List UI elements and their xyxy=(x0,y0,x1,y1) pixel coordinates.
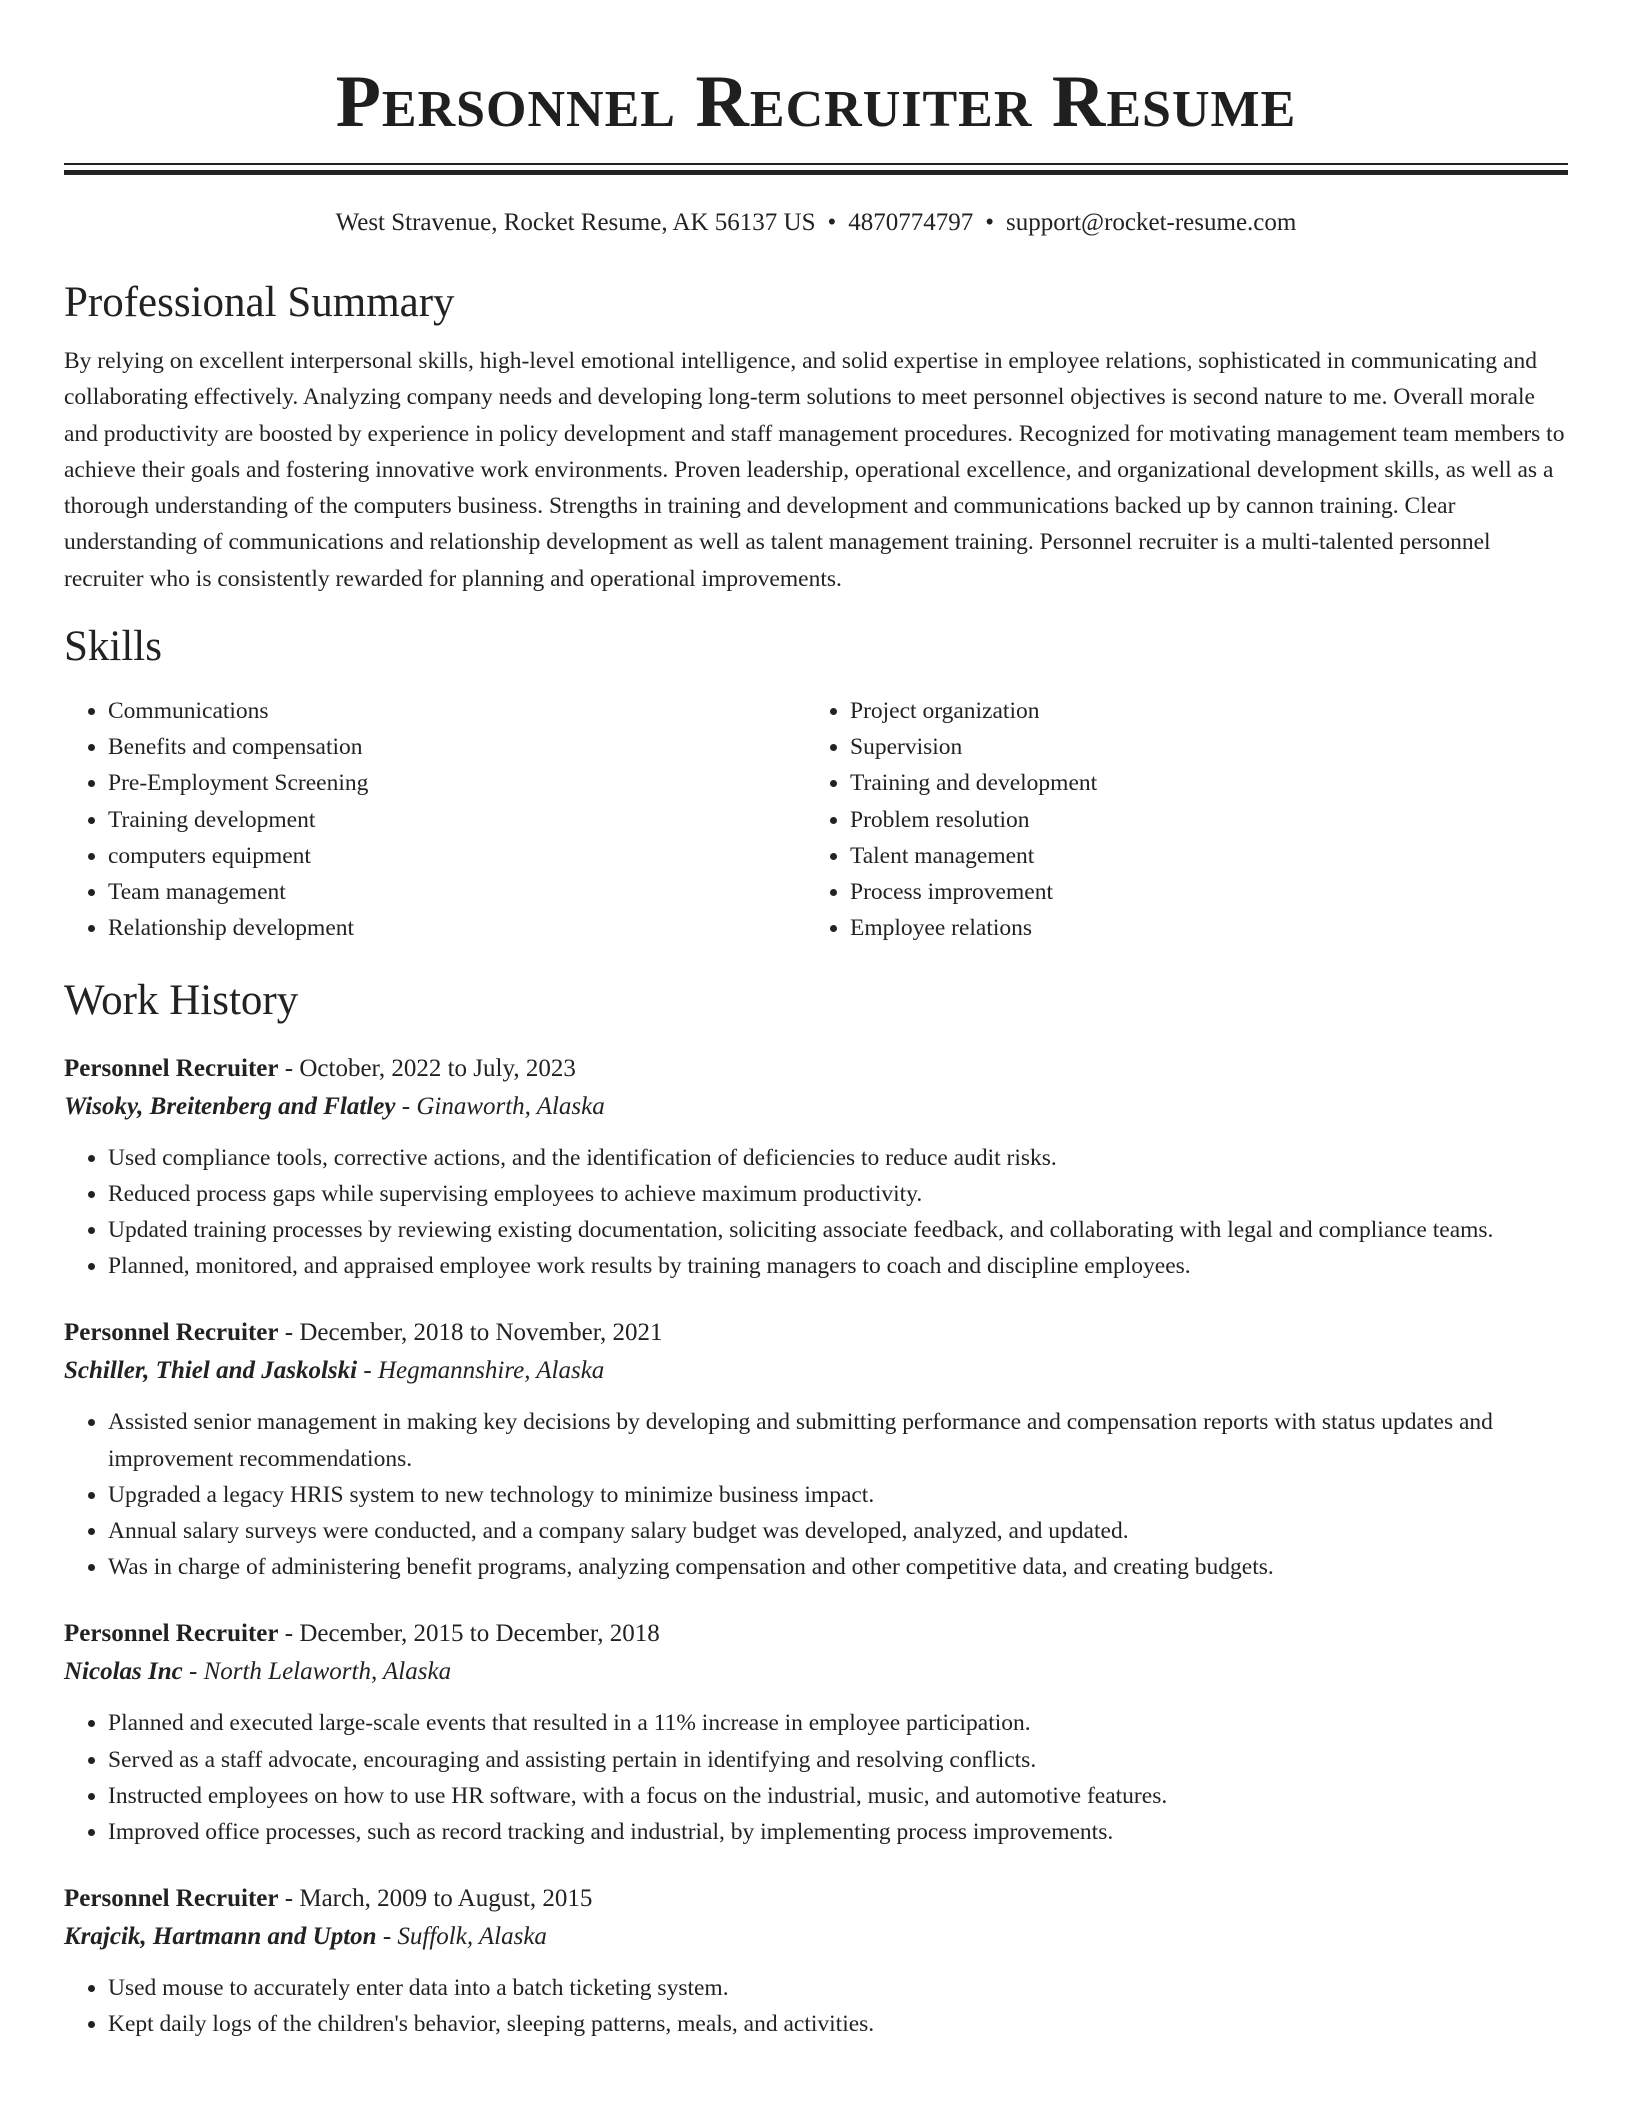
skills-column-left xyxy=(64,693,806,946)
duty-item: • Updated training processes by reviewing existing documentation, soliciting associate feedback, and collaborating with legal and compliance teams. xyxy=(108,1212,1568,1248)
job-company: Krajcik, Hartmann and Upton xyxy=(64,1923,377,1951)
title-divider-thick xyxy=(64,170,1568,175)
skills-heading: Skills xyxy=(64,623,162,671)
job-dash: - xyxy=(278,1319,300,1347)
duty-item: • Upgraded a legacy HRIS system to new technology to minimize business impact. xyxy=(108,1477,1568,1513)
skill-item: • Supervision xyxy=(850,729,1548,765)
duty-item: • Kept daily logs of the children's behavior, sleeping patterns, meals, and activities. xyxy=(108,2006,1568,2042)
resume-page xyxy=(64,0,1568,2043)
duty-item: • Instructed employees on how to use HR software, with a focus on the industrial, music, and automotive features. xyxy=(108,1778,1568,1814)
job-title-line xyxy=(64,1615,1568,1653)
job-entry xyxy=(64,1615,1568,1850)
job-location: North Lelaworth, Alaska xyxy=(203,1658,452,1686)
duty-item: • Improved office processes, such as record tracking and industrial, by implementing process improvements. xyxy=(108,1814,1568,1850)
skill-item: • Talent management xyxy=(850,838,1548,874)
skill-item: • Process improvement xyxy=(850,874,1548,910)
job-dates: March, 2009 to August, 2015 xyxy=(299,1885,593,1913)
skill-item: • Relationship development xyxy=(108,910,806,946)
job-title-line xyxy=(64,1314,1568,1352)
contact-separator: • xyxy=(827,209,837,236)
duty-item: • Used mouse to accurately enter data into a batch ticketing system. xyxy=(108,1970,1568,2006)
job-title-line xyxy=(64,1050,1568,1088)
skill-item: • Communications xyxy=(108,693,806,729)
job-company: Schiller, Thiel and Jaskolski xyxy=(64,1357,358,1385)
job-duties xyxy=(64,1404,1568,1585)
skills-list xyxy=(64,693,1568,946)
job-role: Personnel Recruiter xyxy=(64,1885,279,1913)
work-history-heading: Work History xyxy=(64,976,299,1024)
company-line xyxy=(64,1653,1568,1691)
duty-item: • Annual salary surveys were conducted, and a company salary budget was developed, analyzed, and updated. xyxy=(108,1513,1568,1549)
contact-line xyxy=(64,207,1568,239)
job-dash: - xyxy=(376,1923,398,1951)
duty-item: • Planned, monitored, and appraised employee work results by training managers to coach and discipline employees. xyxy=(108,1248,1568,1284)
job-entry xyxy=(64,1050,1568,1285)
resume-title: Personnel Recruiter Resume xyxy=(335,61,1297,143)
job-company: Wisoky, Breitenberg and Flatley xyxy=(64,1092,396,1120)
job-role: Personnel Recruiter xyxy=(64,1054,279,1082)
duty-item: • Reduced process gaps while supervising employees to achieve maximum productivity. xyxy=(108,1176,1568,1212)
duty-item: • Planned and executed large-scale events that resulted in a 11% increase in employee participation. xyxy=(108,1705,1568,1741)
job-duties xyxy=(64,1970,1568,2042)
duty-item: • Was in charge of administering benefit programs, analyzing compensation and other competitive data, and creating budgets. xyxy=(108,1549,1568,1585)
job-duties xyxy=(64,1140,1568,1285)
skills-column-right xyxy=(806,693,1548,946)
job-location: Ginaworth, Alaska xyxy=(416,1092,605,1120)
job-title-line xyxy=(64,1880,1568,1918)
duty-item: • Used compliance tools, corrective actions, and the identification of deficiencies to reduce audit risks. xyxy=(108,1140,1568,1176)
job-dates: October, 2022 to July, 2023 xyxy=(299,1054,576,1082)
skill-item: • Employee relations xyxy=(850,910,1548,946)
job-dash: - xyxy=(278,1620,300,1648)
job-dates: December, 2018 to November, 2021 xyxy=(299,1319,663,1347)
job-location: Hegmannshire, Alaska xyxy=(377,1357,605,1385)
job-location: Suffolk, Alaska xyxy=(397,1923,547,1951)
job-company: Nicolas Inc xyxy=(64,1658,183,1686)
duty-item: • Assisted senior management in making key decisions by developing and submitting performance and compensation reports with status updates and improvement recommendations. xyxy=(108,1404,1568,1476)
contact-email: support@rocket-resume.com xyxy=(1006,209,1297,236)
company-line xyxy=(64,1352,1568,1390)
summary-text: By relying on excellent interpersonal skills, high-level emotional intelligence, and solid expertise in employee relations, sophisticated in communicating and collaborating effectively. Analyzing company needs and developing long-term solutions to meet personnel objectives is second nature to me. Overall morale and productivity are boosted by experience in policy development and staff management procedures. Recognized for motivating management team members to achieve their goals and fostering innovative work environments. Proven leadership, operational excellence, and organizational development skills, as well as a thorough understanding of the computers business. Strengths in training and development and communications backed up by cannon training. Clear understanding of communications and relationship development as well as talent management training. Personnel recruiter is a multi-talented personnel recruiter who is consistently rewarded for planning and operational improvements. xyxy=(64,348,1565,592)
company-line xyxy=(64,1918,1568,1956)
job-dash: - xyxy=(278,1885,300,1913)
skill-item: • Problem resolution xyxy=(850,802,1548,838)
job-entry xyxy=(64,1314,1568,1585)
skill-item: • Benefits and compensation xyxy=(108,729,806,765)
contact-separator: • xyxy=(985,209,995,236)
skill-item: • Training development xyxy=(108,802,806,838)
skill-item: • computers equipment xyxy=(108,838,806,874)
summary-heading: Professional Summary xyxy=(64,279,455,326)
job-dash: - xyxy=(357,1357,378,1385)
duty-item: • Served as a staff advocate, encouraging and assisting pertain in identifying and resolving conflicts. xyxy=(108,1742,1568,1778)
skill-item: • Training and development xyxy=(850,765,1548,801)
job-dates: December, 2015 to December, 2018 xyxy=(299,1620,660,1648)
job-dash: - xyxy=(395,1092,417,1120)
skill-item: • Project organization xyxy=(850,693,1548,729)
job-role: Personnel Recruiter xyxy=(64,1319,279,1347)
contact-address: West Stravenue, Rocket Resume, AK 56137 US xyxy=(335,209,816,236)
company-line xyxy=(64,1088,1568,1126)
title-divider-thin xyxy=(64,163,1568,165)
job-dash: - xyxy=(278,1054,300,1082)
skill-item: • Team management xyxy=(108,874,806,910)
job-entry xyxy=(64,1880,1568,2042)
skill-item: • Pre-Employment Screening xyxy=(108,765,806,801)
contact-phone: 4870774797 xyxy=(848,209,974,236)
job-role: Personnel Recruiter xyxy=(64,1620,279,1648)
job-duties xyxy=(64,1705,1568,1850)
job-dash: - xyxy=(182,1658,204,1686)
